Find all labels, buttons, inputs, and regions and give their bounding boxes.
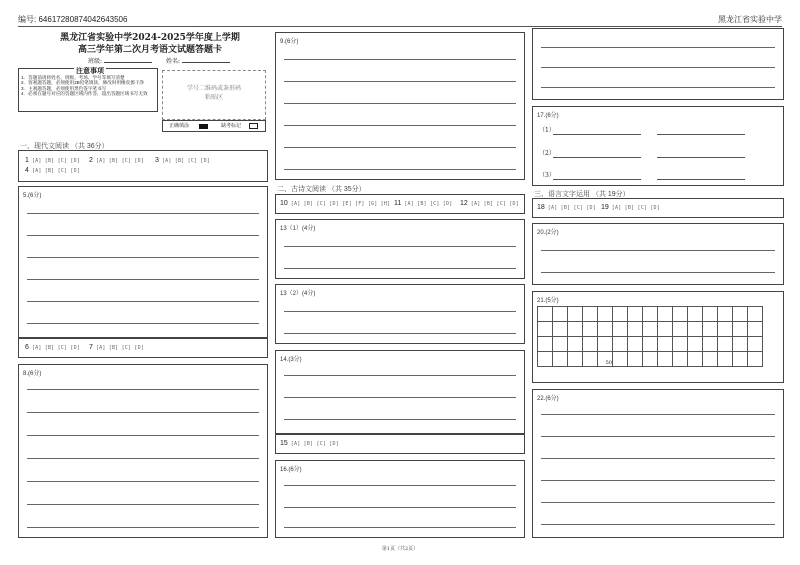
grid-mark-50: 50 xyxy=(598,352,613,367)
q17-item-2-label: （2） xyxy=(539,150,555,157)
answer-options[interactable]: [A] [B] [C] [D] xyxy=(470,200,519,207)
answer-options[interactable]: [A] [B] [C] [D] xyxy=(611,204,660,211)
mcq-box-1-4 xyxy=(18,150,268,182)
q5-label: 5.(6分) xyxy=(23,193,42,199)
filled-sample-icon xyxy=(199,124,208,129)
q20-label: 20.(2分) xyxy=(537,230,559,236)
q-number: 19 xyxy=(601,204,609,211)
mcq-q11[interactable] xyxy=(394,200,452,207)
name-field[interactable] xyxy=(166,58,230,65)
answer-options[interactable]: [A] [B] [C] [D] xyxy=(290,440,339,447)
q-number: 7 xyxy=(89,344,93,351)
q8-label: 8.(6分) xyxy=(23,371,42,377)
mcq-box-18-19 xyxy=(532,198,784,218)
section1-title: 一、现代文阅读 （共 36分） xyxy=(20,143,109,150)
class-label: 班级: xyxy=(88,58,103,65)
fill-correct-label: 正确填涂 xyxy=(169,123,190,129)
page-number: 第1页（共2页） xyxy=(381,546,419,552)
name-label: 姓名: xyxy=(166,58,181,65)
mcq-q19[interactable] xyxy=(601,204,660,211)
q-number: 1 xyxy=(25,157,29,164)
answer-box-q21[interactable] xyxy=(532,291,784,383)
q9-label: 9.(6分) xyxy=(280,39,299,45)
q-number: 3 xyxy=(155,157,159,164)
q-number: 18 xyxy=(537,204,545,211)
mcq-q18[interactable] xyxy=(537,204,596,211)
q-number: 12 xyxy=(460,200,468,207)
answer-box-q14[interactable] xyxy=(275,350,525,434)
q14-label: 14.(3分) xyxy=(280,357,302,363)
section2-title: 二、古诗文阅读 （共 35分） xyxy=(277,186,366,193)
missing-mark-checkbox[interactable] xyxy=(249,123,258,129)
section3-title: 三、语言文字运用 （共 19分） xyxy=(534,191,630,198)
mcq-q12[interactable] xyxy=(460,200,519,207)
q17-item-3-label: （3） xyxy=(539,172,555,179)
q17-label: 17.(6分) xyxy=(537,113,559,119)
answer-box-q20[interactable] xyxy=(532,223,784,285)
notice-item: 3．主观题答题，必须使用黑色签字笔书写 xyxy=(21,85,107,91)
header-rule xyxy=(18,26,782,27)
mcq-q10[interactable] xyxy=(280,200,390,207)
q13-1-label: 13（1）(4分) xyxy=(280,226,316,232)
mcq-box-10-12 xyxy=(275,194,525,214)
q13-2-label: 13（2）(4分) xyxy=(280,291,316,297)
notice-box xyxy=(18,68,158,112)
answer-box-q17[interactable] xyxy=(532,106,784,186)
mcq-q1[interactable] xyxy=(25,157,80,164)
notice-heading: 注意事项 xyxy=(76,66,104,75)
fill-sample-box xyxy=(162,120,266,132)
answer-options[interactable]: [A] [B] [C] [D] [E] [F] [G] [H] xyxy=(290,200,391,207)
answer-box-q8[interactable] xyxy=(18,364,268,538)
answer-options[interactable]: [A] [B] [C] [D] xyxy=(31,157,81,164)
q-number: 11 xyxy=(394,200,402,207)
mcq-q2[interactable] xyxy=(89,157,144,164)
notice-item: 1．答题前请将姓名、班级、考场、学号等填写清楚 xyxy=(21,75,125,80)
answer-options[interactable]: [A] [B] [C] [D] xyxy=(161,157,211,164)
q21-label: 21.(5分) xyxy=(537,298,559,304)
q17-blank[interactable] xyxy=(553,134,641,135)
answer-box-continued[interactable] xyxy=(532,28,784,100)
answer-box-q9[interactable] xyxy=(275,32,525,180)
barcode-label-2: 粘贴区 xyxy=(204,94,223,101)
mcq-q15[interactable] xyxy=(280,440,339,447)
q17-blank[interactable] xyxy=(657,157,745,158)
q-number: 4 xyxy=(25,167,29,174)
mcq-box-15 xyxy=(275,434,525,454)
answer-options[interactable]: [A] [B] [C] [D] xyxy=(31,344,81,351)
serial-value: 6461728087404264350​6 xyxy=(38,15,128,24)
answer-box-q16[interactable] xyxy=(275,460,525,538)
mcq-q6[interactable] xyxy=(25,344,80,351)
exam-title-line1: 黑龙江省实验中学2024-2025学年度上学期 xyxy=(60,33,240,43)
q16-label: 16.(6分) xyxy=(280,467,302,473)
mcq-q4[interactable] xyxy=(25,167,80,174)
answer-options[interactable]: [A] [B] [C] [D] xyxy=(95,157,145,164)
barcode-label-1: 学号二维码或条形码 xyxy=(186,85,241,92)
serial-label: 编号: xyxy=(18,15,37,24)
answer-box-q22[interactable] xyxy=(532,389,784,538)
q17-blank[interactable] xyxy=(657,179,745,180)
notice-items xyxy=(21,75,156,96)
q17-blank[interactable] xyxy=(553,179,641,180)
q17-item-1-label: （1） xyxy=(539,127,555,134)
answer-box-q13-2[interactable] xyxy=(275,284,525,344)
mcq-q7[interactable] xyxy=(89,344,144,351)
mcq-box-6-7 xyxy=(18,338,268,358)
answer-options[interactable]: [A] [B] [C] [D] xyxy=(31,167,81,174)
notice-item: 2．客观题答题，必须使用2B铅笔填涂，修改时用橡皮擦干净 xyxy=(21,80,145,86)
school-name-header: 黑龙江省实验中学 xyxy=(718,15,782,24)
mcq-q3[interactable] xyxy=(155,157,210,164)
q-number: 10 xyxy=(280,200,288,207)
q22-label: 22.(6分) xyxy=(537,396,559,402)
missing-mark-label: 缺考标记 xyxy=(221,123,242,129)
answer-box-q5[interactable] xyxy=(18,186,268,338)
serial-number xyxy=(18,14,127,25)
q-number: 2 xyxy=(89,157,93,164)
q17-blank[interactable] xyxy=(553,157,641,158)
q-number: 15 xyxy=(280,440,288,447)
answer-box-q13-1[interactable] xyxy=(275,219,525,279)
answer-options[interactable]: [A] [B] [C] [D] xyxy=(95,344,145,351)
q-number: 6 xyxy=(25,344,29,351)
writing-grid[interactable] xyxy=(537,306,763,367)
answer-options[interactable]: [A] [B] [C] [D] xyxy=(547,204,596,211)
q17-blank[interactable] xyxy=(657,134,745,135)
class-field[interactable] xyxy=(88,58,152,65)
answer-options[interactable]: [A] [B] [C] [D] xyxy=(404,200,453,207)
barcode-paste-area xyxy=(162,70,266,120)
exam-title-line2: 高三学年第二次月考语文试题答题卡 xyxy=(77,45,222,55)
notice-item: 4．必须在题号对应的答题区域内作答，超出答题区域书写无效 xyxy=(21,90,148,96)
